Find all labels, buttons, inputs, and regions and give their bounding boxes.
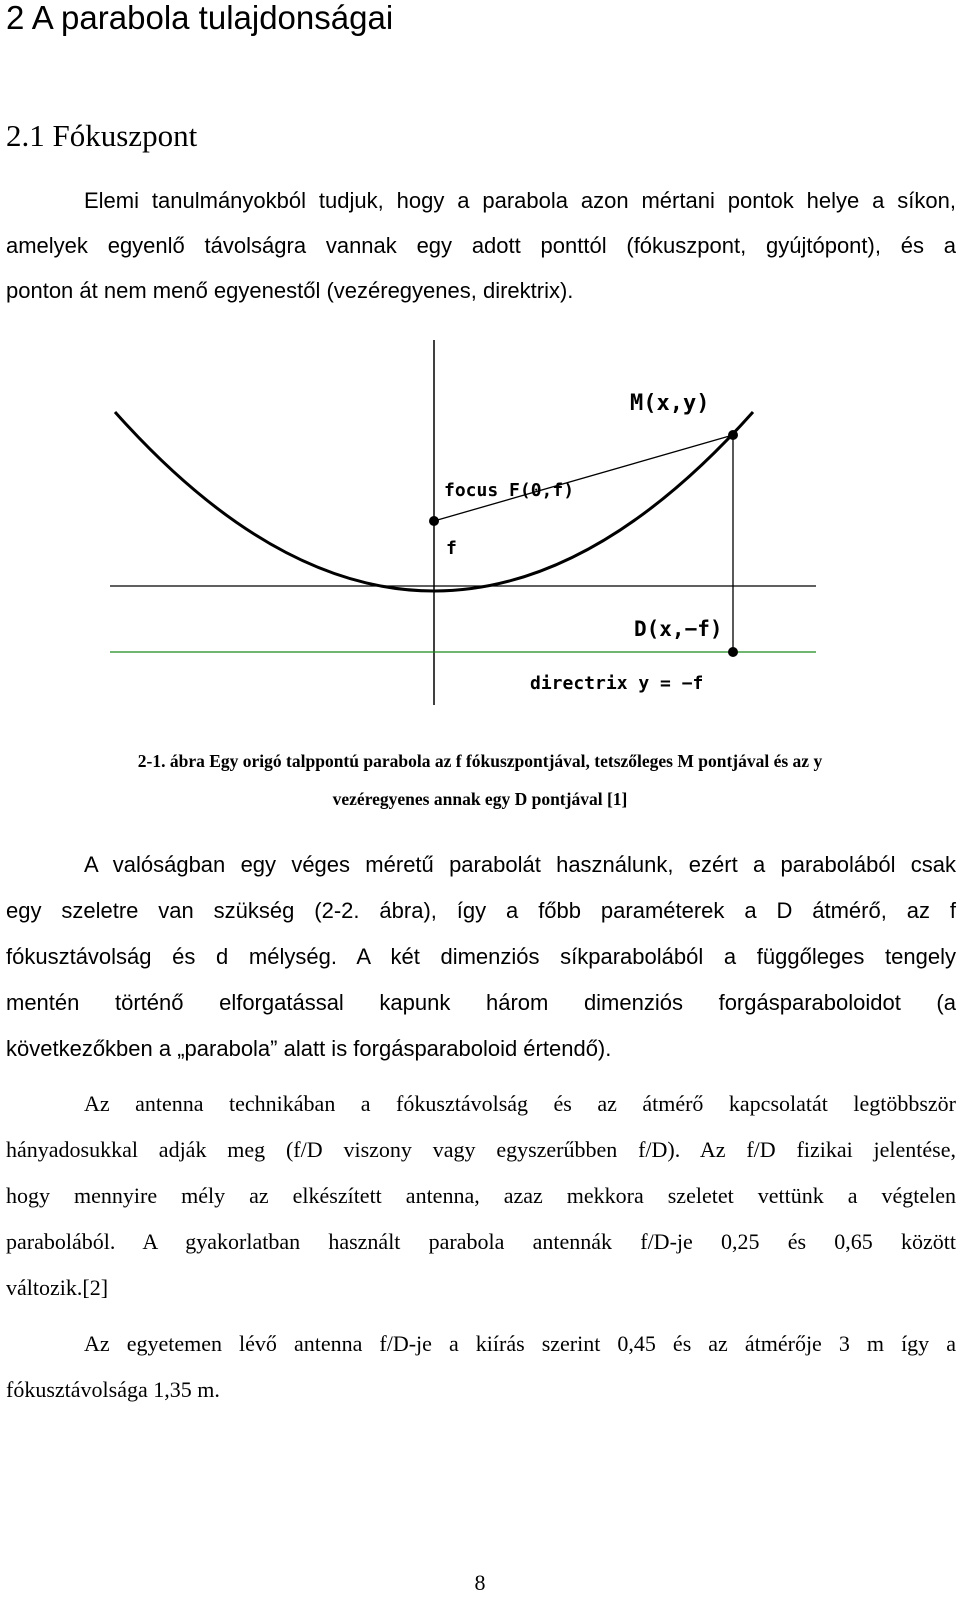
text-line: A valóságban egy véges méretű parabolát használunk, ezért a parabolából csak — [84, 852, 956, 877]
text-line: Elemi tanulmányokból tudjuk, hogy a parabola azon mértani pontok helye a síkon, — [84, 188, 956, 213]
label-focus: focus F(0,f) — [444, 480, 575, 501]
point-focus — [429, 516, 439, 526]
section-heading: 2.1 Fókuszpont — [6, 118, 198, 153]
figure-caption-line1: 2-1. ábra Egy origó talppontú parabola az f fókuszpontjával, tetszőleges M pontjával és az y — [137, 751, 823, 771]
label-directrix: directrix y = −f — [530, 673, 704, 694]
text-line: parabolából. A gyakorlatban használt parabola antennák f/D-je 0,25 és 0,65 között — [6, 1229, 956, 1254]
paragraph-real-parabola — [6, 842, 956, 1072]
text-line: fókusztávolság és d mélység. A két dimenziós síkparabolából a függőleges tengely — [6, 944, 956, 969]
text-line: fókusztávolsága 1,35 m. — [6, 1377, 220, 1402]
parabola-figure — [110, 340, 830, 710]
text-line: Az antenna technikában a fókusztávolság és az átmérő kapcsolatát legtöbbször — [84, 1091, 956, 1116]
paragraph-university-antenna — [6, 1321, 956, 1413]
paragraph-f-d-ratio — [6, 1081, 956, 1311]
point-D — [728, 647, 738, 657]
label-D: D(x,−f) — [634, 617, 723, 641]
text-line: ponton át nem menő egyenestől (vezéregyenes, direktrix). — [6, 278, 574, 303]
text-line: egy szeletre van szükség (2-2. ábra), így a főbb paraméterek a D átmérő, az f — [6, 898, 956, 923]
text-line: amelyek egyenlő távolságra vannak egy adott ponttól (fókuszpont, gyújtópont), és a — [6, 233, 956, 258]
text-line: következőkben a „parabola” alatt is forgásparaboloid értendő). — [6, 1036, 612, 1061]
label-f: f — [446, 538, 457, 559]
figure-caption-line2: vezéregyenes annak egy D pontjával [1] — [332, 789, 628, 809]
text-line: Az egyetemen lévő antenna f/D-je a kiírás szerint 0,45 és az átmérője 3 m így a — [84, 1331, 956, 1356]
text-line: hányadosukkal adják meg (f/D viszony vagy egyszerűbben f/D). Az f/D fizikai jelentése, — [6, 1137, 956, 1162]
chapter-heading: 2 A parabola tulajdonságai — [6, 0, 394, 36]
label-M: M(x,y) — [630, 391, 710, 416]
text-line: változik.[2] — [6, 1275, 109, 1300]
paragraph-definition — [6, 178, 956, 313]
text-line: hogy mennyire mély az elkészített antenna, azaz mekkora szeletet vettünk a végtelen — [6, 1183, 956, 1208]
page-number: 8 — [474, 1570, 486, 1595]
text-line: mentén történő elforgatással kapunk három dimenziós forgásparaboloidot (a — [6, 990, 956, 1015]
point-M — [728, 430, 738, 440]
